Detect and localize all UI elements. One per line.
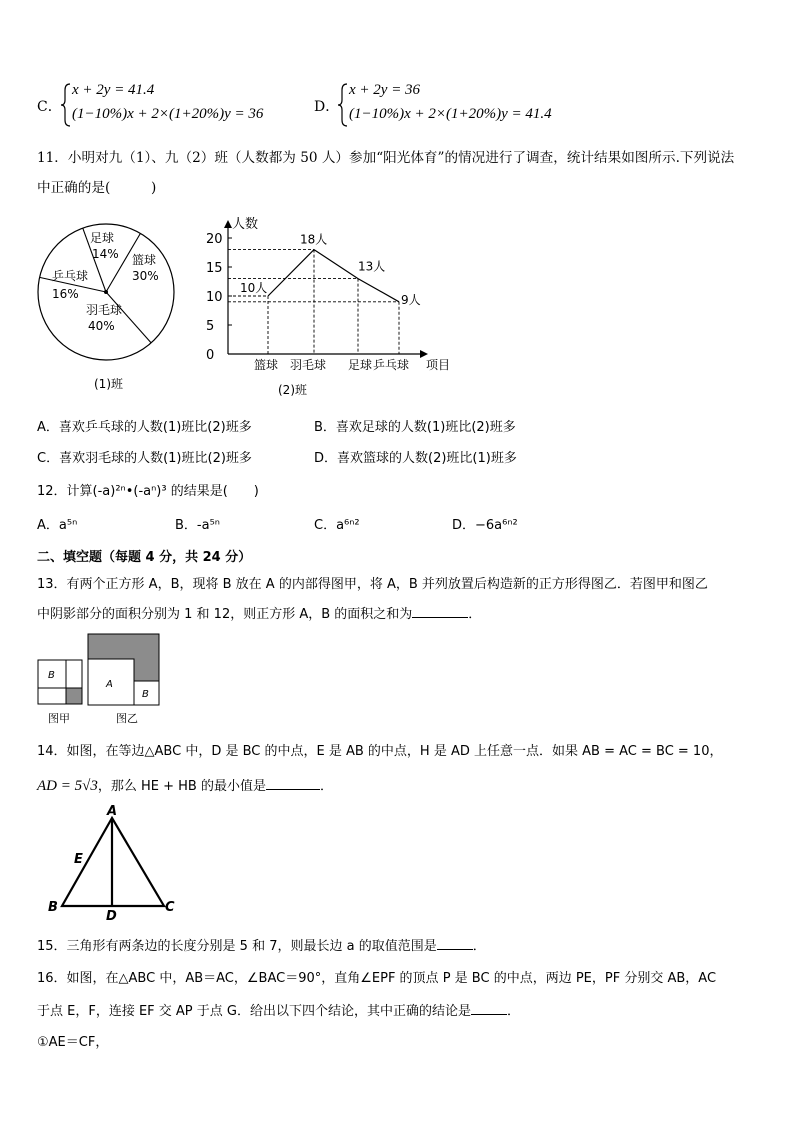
q15-end: ． bbox=[472, 939, 486, 954]
q15-text: 15．三角形有两条边的长度分别是 5 和 7，则最长边 a 的取值范围是 bbox=[37, 939, 437, 954]
q14-line2-text: ，那么 HE + HB 的最小值是 bbox=[97, 779, 266, 794]
y-axis-label: 人数 bbox=[232, 217, 259, 232]
series-line bbox=[268, 250, 399, 302]
pie-caption: (1)班 bbox=[94, 377, 123, 391]
q16-line2 bbox=[37, 1000, 520, 1019]
vertex-a: A bbox=[107, 804, 118, 819]
q12-option-d: D．−6a⁶ⁿ² bbox=[452, 518, 518, 533]
figure-yi bbox=[88, 634, 159, 725]
q16-line2-end: ． bbox=[506, 1004, 520, 1019]
pie-label-basketball: 篮球 bbox=[132, 253, 157, 267]
x-tick-label: 足球 bbox=[348, 358, 373, 372]
y-axis-arrow-icon bbox=[224, 220, 232, 228]
yi-label-a: A bbox=[106, 679, 113, 690]
brace-icon bbox=[60, 82, 72, 128]
q12-option-b: B．-a⁵ⁿ bbox=[175, 518, 220, 533]
answer-blank[interactable] bbox=[412, 617, 468, 618]
q11-option-d: D．喜欢篮球的人数(2)班比(1)班多 bbox=[314, 451, 517, 466]
option-d-eq1: x + 2y = 36 bbox=[349, 82, 421, 98]
answer-blank[interactable] bbox=[437, 949, 473, 950]
pie-pct-pingpong: 16% bbox=[52, 287, 79, 301]
pie-label-pingpong: 乒乓球 bbox=[52, 269, 89, 283]
option-c-label: C． bbox=[37, 99, 62, 115]
pie-pct-badminton: 40% bbox=[88, 319, 115, 333]
q12-option-c: C．a⁶ⁿ² bbox=[314, 518, 360, 533]
q11-option-a: A．喜欢乒乓球的人数(1)班比(2)班多 bbox=[37, 420, 252, 435]
option-c-eq1: x + 2y = 41.4 bbox=[72, 82, 155, 98]
fig-jia-caption: 图甲 bbox=[48, 712, 70, 725]
q14-line2-end: ． bbox=[319, 779, 333, 794]
y-tick-label: 20 bbox=[206, 232, 223, 247]
jia-label-b: B bbox=[48, 670, 55, 681]
q12-stem: 12．计算(-a)²ⁿ•(-aⁿ)³ 的结果是( ) bbox=[37, 484, 259, 499]
q16-line1: 16．如图，在△ABC 中，AB＝AC，∠BAC＝90°，直角∠EPF 的顶点 P 是 BC 的中点，两边 PE，PF 分别交 AB，AC bbox=[37, 971, 717, 986]
point-d: D bbox=[106, 909, 117, 920]
q13-line2-text: 中阴影部分的面积分别为 1 和 12，则正方形 A，B 的面积之和为 bbox=[37, 607, 413, 622]
x-axis-arrow-icon bbox=[420, 350, 428, 358]
option-d-eq2: (1−10%)x + 2×(1+20%)y = 41.4 bbox=[349, 106, 552, 122]
pie-center bbox=[104, 290, 108, 294]
fig-yi-caption: 图乙 bbox=[116, 712, 138, 725]
option-c-system bbox=[60, 82, 290, 128]
data-point-label: 18人 bbox=[300, 232, 328, 247]
yi-label-b: B bbox=[142, 689, 149, 700]
q12-option-a: A．a⁵ⁿ bbox=[37, 518, 78, 533]
vertex-c: C bbox=[165, 900, 175, 915]
q15-line bbox=[37, 935, 486, 954]
x-tick-label: 羽毛球 bbox=[290, 358, 327, 372]
x-tick-label: 乒乓球 bbox=[373, 358, 410, 372]
q14-ad-value: AD = 5√3 bbox=[37, 778, 98, 794]
option-d-label: D． bbox=[314, 99, 340, 115]
answer-blank[interactable] bbox=[471, 1014, 507, 1015]
x-tick-label: 篮球 bbox=[254, 358, 279, 372]
pie-label-badminton: 羽毛球 bbox=[86, 303, 123, 317]
q16-line2-text: 于点 E，F，连接 EF 交 AP 于点 G．给出以下四个结论，其中正确的结论是 bbox=[37, 1004, 471, 1019]
q14-line2 bbox=[37, 775, 333, 795]
q13-line2-end: ． bbox=[468, 607, 482, 622]
q14-triangle-figure bbox=[40, 802, 190, 920]
option-d-system bbox=[337, 82, 577, 128]
option-c-eq2: (1−10%)x + 2×(1+20%)y = 36 bbox=[72, 106, 264, 122]
q13-line2 bbox=[37, 603, 481, 622]
pie-chart-class1 bbox=[36, 206, 186, 392]
pie-label-football: 足球 bbox=[90, 231, 115, 245]
section-heading: 二、填空题（每题 4 分，共 24 分） bbox=[37, 550, 252, 565]
pie-pct-football: 14% bbox=[92, 247, 119, 261]
x-axis-label: 项目 bbox=[426, 358, 451, 372]
q13-figures bbox=[36, 630, 166, 728]
y-tick-label: 10 bbox=[206, 290, 223, 305]
y-tick-label: 0 bbox=[206, 348, 215, 363]
y-tick-label: 15 bbox=[206, 261, 223, 276]
q11-line2: 中正确的是( ) bbox=[37, 180, 157, 196]
point-e: E bbox=[74, 852, 83, 867]
brace-icon bbox=[337, 82, 349, 128]
figure-jia bbox=[38, 660, 82, 725]
pie-pct-basketball: 30% bbox=[132, 269, 159, 283]
line-chart-class2 bbox=[196, 210, 466, 396]
q16-item1: ①AE＝CF， bbox=[37, 1035, 109, 1050]
data-point-label: 9人 bbox=[401, 292, 421, 307]
data-point-label: 13人 bbox=[358, 259, 386, 274]
vertex-b: B bbox=[48, 900, 58, 915]
q14-line1: 14．如图，在等边△ABC 中，D 是 BC 的中点，E 是 AB 的中点，H 是 AD 上任意一点．如果 AB = AC = BC = 10， bbox=[37, 744, 723, 759]
q13-line1: 13．有两个正方形 A，B，现将 B 放在 A 的内部得图甲，将 A，B 并列放置后构造新的正方形得图乙．若图甲和图乙 bbox=[37, 577, 708, 592]
q11-option-c: C．喜欢羽毛球的人数(1)班比(2)班多 bbox=[37, 451, 252, 466]
line-chart-caption: (2)班 bbox=[278, 383, 307, 396]
q11-line1: 11．小明对九（1）、九（2）班（人数都为 50 人）参加“阳光体育”的情况进行了调查，统计结果如图所示.下列说法 bbox=[37, 150, 735, 166]
y-tick-label: 5 bbox=[206, 319, 215, 334]
data-point-label: 10人 bbox=[240, 281, 268, 295]
q11-option-b: B．喜欢足球的人数(1)班比(2)班多 bbox=[314, 420, 516, 435]
answer-blank[interactable] bbox=[266, 789, 320, 790]
